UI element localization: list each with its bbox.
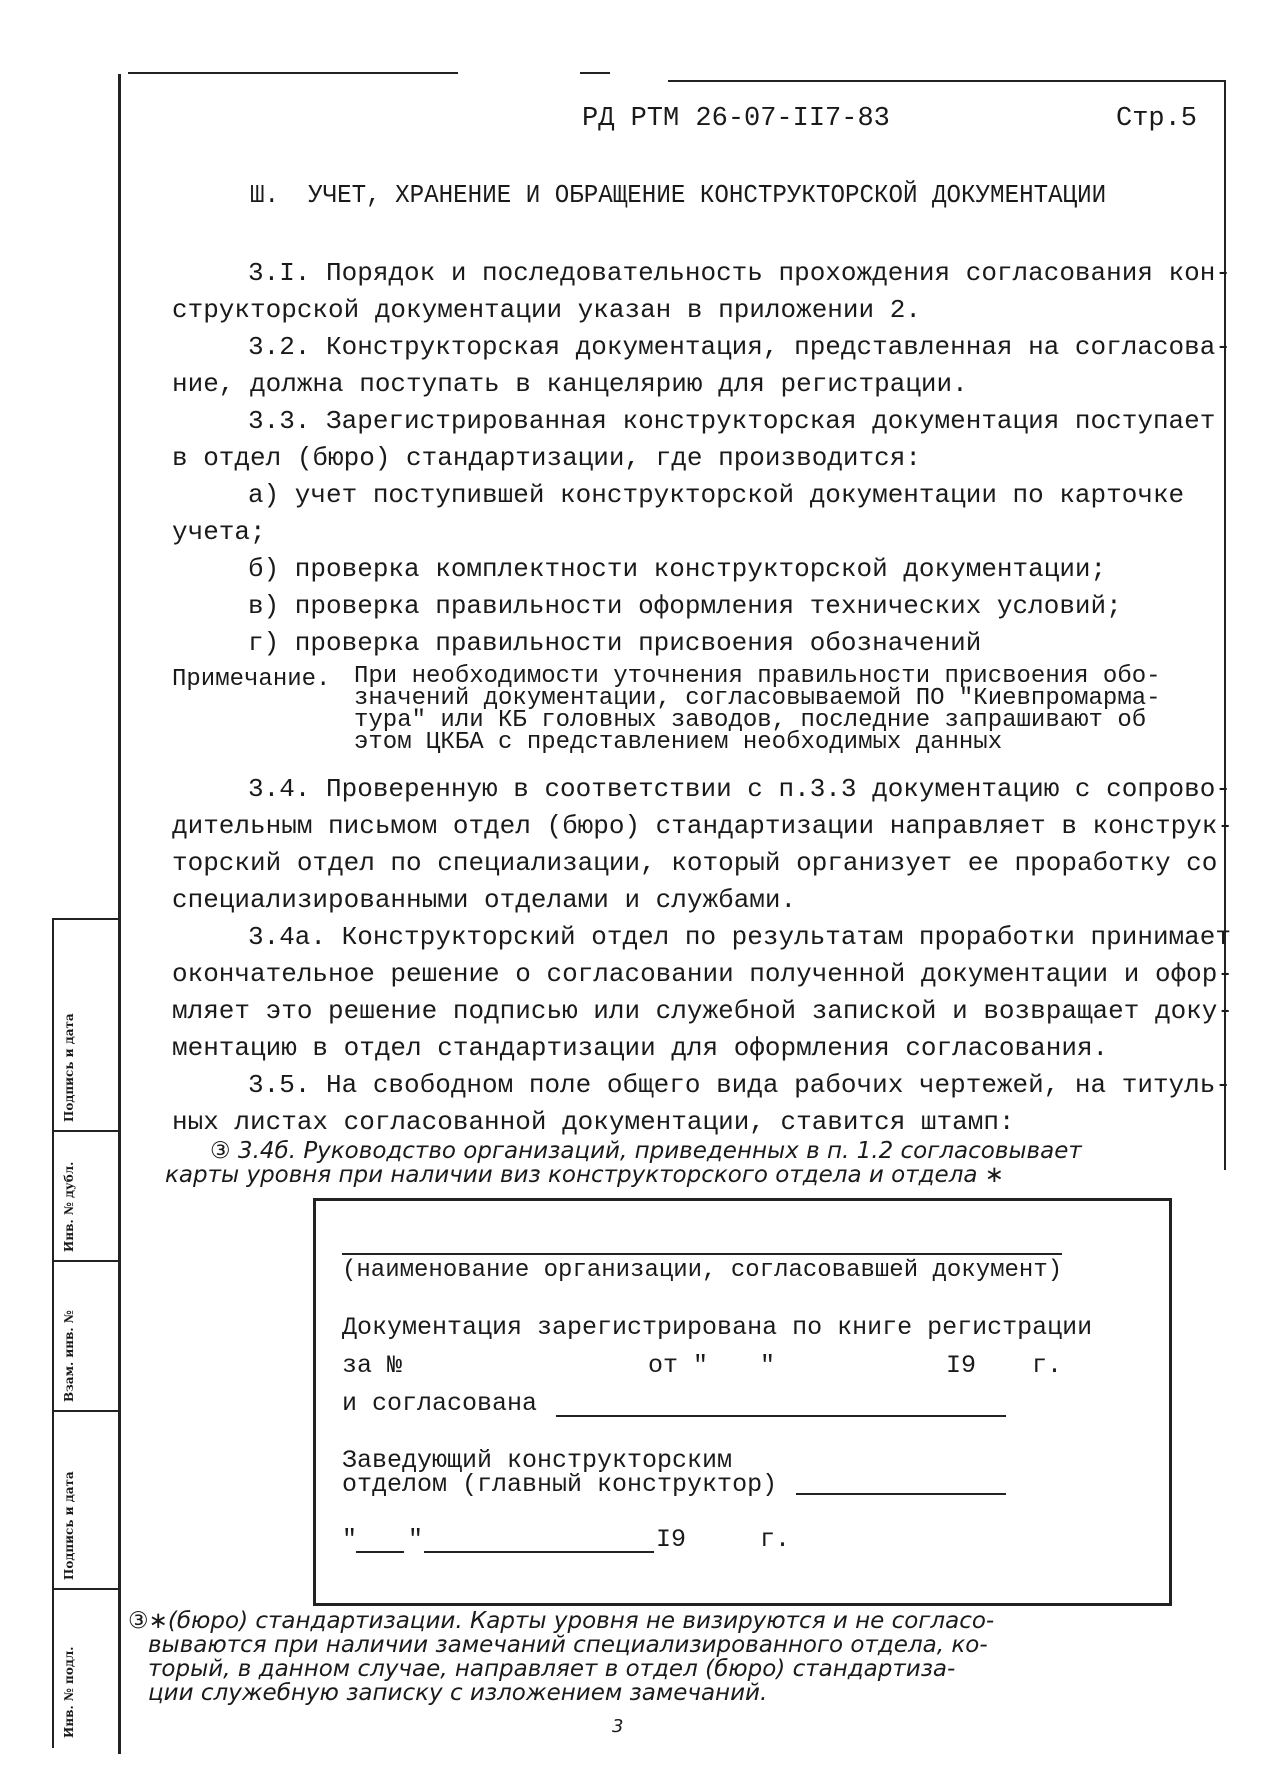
- sidebar-cell-dup-inv: Инв. № дубл.: [54, 1132, 118, 1262]
- date-quote-close: ": [408, 1525, 424, 1554]
- list-item: б) проверка комплектности конструкторской документации;: [248, 554, 1107, 584]
- footnote-line: ции служебную записку с изложением замечаний.: [148, 1680, 768, 1706]
- handwritten-insert-line: карты уровня при наличии виз конструкторского отдела и отдела ∗: [165, 1162, 1005, 1188]
- section-heading: [250, 180, 1106, 210]
- approval-stamp: [313, 1198, 1172, 1606]
- note-line: При необходимости уточнения правильности присвоения обо-: [354, 663, 1161, 690]
- paragraph-line: окончательное решение о согласовании полученной документации и офор-: [172, 959, 1233, 989]
- list-item: г) проверка правильности присвоения обозначений: [248, 628, 982, 658]
- agreed-label: и согласована: [342, 1389, 538, 1418]
- head-title-line: Заведующий конструкторским: [342, 1446, 733, 1475]
- date-quote-open: ": [342, 1525, 358, 1554]
- date-day-line: [356, 1551, 404, 1553]
- head-title-line: отделом (главный конструктор): [342, 1470, 778, 1499]
- agreed-signature-line: [556, 1415, 1006, 1417]
- paragraph-line: в отдел (бюро) стандартизации, где производится:: [172, 443, 921, 473]
- note-line: значений документации, согласовываемой ПО "Киевпромарма-: [354, 685, 1161, 712]
- number-label: за №: [342, 1351, 403, 1380]
- paragraph-line: структорской документации указан в приложении 2.: [172, 295, 921, 325]
- footnote-line: вываются при наличии замечаний специализированного отдела, ко-: [148, 1632, 988, 1658]
- year-suffix: г.: [1032, 1351, 1063, 1380]
- list-item: а) учет поступившей конструкторской документации по карточке: [248, 480, 1185, 510]
- paragraph-line: дительным письмом отдел (бюро) стандартизации направляет в конструк-: [172, 811, 1233, 841]
- footnote-line: торый, в данном случае, направляет в отдел (бюро) стандартиза-: [148, 1656, 956, 1682]
- paragraph-line: 3.4. Проверенную в соответствии с п.3.3 документацию с сопрово-: [248, 774, 1231, 804]
- footnote-line: ③∗(бюро) стандартизации. Карты уровня не визируются и не согласо-: [128, 1608, 995, 1634]
- note-label: Примечание.: [172, 666, 331, 693]
- section-title: УЧЕТ, ХРАНЕНИЕ И ОБРАЩЕНИЕ КОНСТРУКТОРСКОЙ ДОКУМЕНТАЦИИ: [308, 180, 1107, 210]
- list-item: учета;: [172, 517, 266, 547]
- handwritten-insert-line: ③ 3.4б. Руководство организаций, приведенных в п. 1.2 согласовывает: [210, 1138, 1082, 1164]
- date-month-line: [424, 1551, 654, 1553]
- sidebar-cell-signature-date: Подпись и дата: [54, 1412, 118, 1590]
- top-frame-line: [580, 72, 610, 74]
- paragraph-line: 3.2. Конструкторская документация, представленная на согласова-: [248, 332, 1231, 362]
- paragraph-line: ние, должна поступать в канцелярию для регистрации.: [172, 369, 968, 399]
- page-mark: 3: [612, 1716, 624, 1737]
- paragraph-line: 3.5. На свободном поле общего вида рабочих чертежей, на титуль-: [248, 1070, 1231, 1100]
- paragraph-line: ных листах согласованной документации, ставится штамп:: [172, 1107, 1015, 1137]
- title-block-sidebar: [52, 918, 118, 1748]
- page-number: Стр.5: [1116, 104, 1198, 134]
- sidebar-cell-replace-inv: Взам. инв. №: [54, 1262, 118, 1412]
- top-frame-line: [128, 72, 458, 74]
- document-code: РД РТМ 26-07-II7-83: [582, 104, 890, 134]
- sidebar-cell-signature-date: Подпись и дата: [54, 920, 118, 1132]
- section-number: Ш.: [250, 180, 280, 210]
- paragraph-line: 3.3. Зарегистрированная конструкторская документация поступает: [248, 406, 1216, 436]
- paragraph-line: 3.4а. Конструкторский отдел по результатам проработки принимает: [248, 922, 1231, 952]
- paragraph-line: торский отдел по специализации, который организует ее проработку со: [172, 848, 1218, 878]
- paragraph-line: ментацию в отдел стандартизации для оформления согласования.: [172, 1033, 1109, 1063]
- list-item: в) проверка правильности оформления технических условий;: [248, 591, 1122, 621]
- from-label: от ": [648, 1351, 709, 1380]
- head-signature-line: [796, 1493, 1006, 1495]
- note-line: этом ЦКБА с представлением необходимых данных: [354, 729, 1003, 756]
- quote-close: ": [760, 1351, 776, 1380]
- registered-text: Документация зарегистрирована по книге регистрации: [342, 1313, 1093, 1342]
- note-line: тура" или КБ головных заводов, последние запрашивают об: [354, 707, 1147, 734]
- org-name-caption: (наименование организации, согласовавшей документ): [342, 1253, 1062, 1284]
- left-frame-line: [118, 74, 121, 1754]
- date-year-suffix: г.: [760, 1525, 791, 1554]
- sidebar-cell-orig-inv: Инв. № подл.: [62, 1646, 76, 1738]
- paragraph-line: мляет это решение подписью или служебной запиской и возвращает доку-: [172, 996, 1233, 1026]
- year-label: I9: [946, 1351, 977, 1380]
- date-year-label: I9: [656, 1525, 687, 1554]
- paragraph-line: специализированными отделами и службами.: [172, 885, 797, 915]
- paragraph-line: 3.I. Порядок и последовательность прохождения согласования кон-: [248, 258, 1231, 288]
- top-frame-line: [668, 80, 1224, 82]
